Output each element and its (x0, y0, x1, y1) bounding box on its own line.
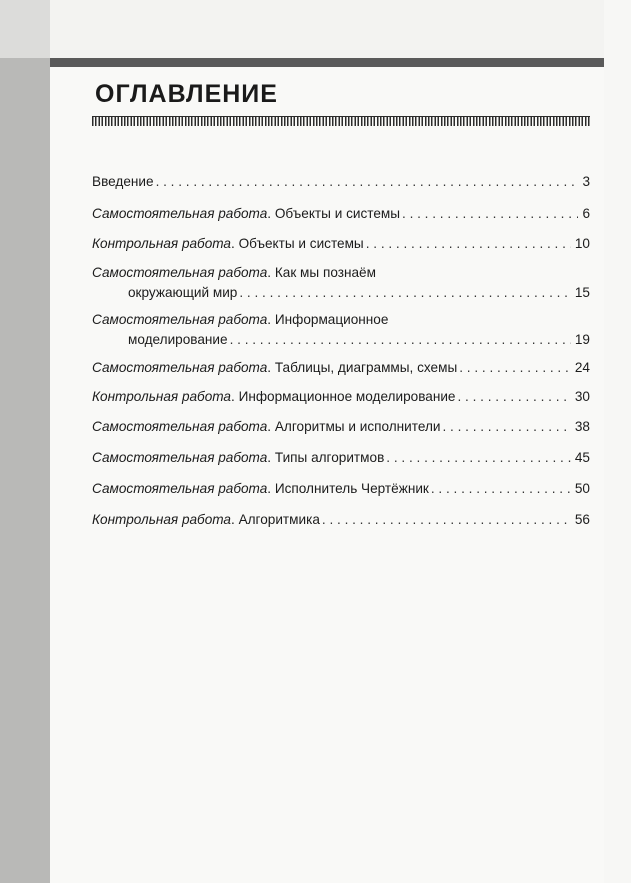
toc-entry-kind: Самостоятельная работа (92, 265, 268, 280)
toc-leader-dots (230, 330, 571, 350)
toc-entry-text: Алгоритмы и исполнители (274, 419, 441, 434)
toc-entry-text: Таблицы, диаграммы, схемы (274, 360, 458, 375)
right-page-edge (604, 0, 631, 883)
toc-entry[interactable] (92, 172, 590, 192)
toc-entry-text: Объекты и системы (274, 206, 401, 221)
toc-page-number: 15 (574, 285, 590, 300)
toc-entry[interactable]: Самостоятельная работа . Алгоритмы и исполнители . . . 38 (92, 417, 590, 437)
toc-page-number: 56 (574, 512, 590, 527)
toc-page-number: 24 (574, 360, 590, 375)
toc-entry-kind: Самостоятельная работа (92, 312, 268, 327)
toc-entry-text: Информационное моделирование (238, 389, 456, 404)
toc-leader-dots (431, 479, 571, 499)
toc-entry[interactable]: Самостоятельная работа . Как мы познаём окружающий мир . . . 15 (92, 263, 590, 303)
toc-page-number: 50 (574, 481, 590, 496)
toc-page-number: 10 (574, 236, 590, 251)
toc-entry-text: Исполнитель Чертёжник (274, 481, 429, 496)
toc-page-number: 38 (574, 419, 590, 434)
toc-entry[interactable]: Самостоятельная работа . Таблицы, диаграммы, схемы . . . 24 (92, 358, 590, 378)
toc-entry-text: Как мы познаём (274, 265, 376, 280)
toc-leader-dots (156, 172, 579, 192)
toc-entry-kind: Контрольная работа (92, 512, 231, 527)
toc-entry[interactable]: Самостоятельная работа . Исполнитель Чертёжник . . . 50 (92, 479, 590, 499)
toc-page-number: 30 (574, 389, 590, 404)
toc-entry[interactable]: Самостоятельная работа . Типы алгоритмов . . . 45 (92, 448, 590, 468)
toc-entry[interactable]: Контрольная работа . Объекты и системы . . . 10 (92, 234, 590, 254)
toc-entry-kind: Самостоятельная работа (92, 206, 268, 221)
toc-entry-text: Типы алгоритмов (274, 450, 385, 465)
toc-page-number: 6 (582, 206, 590, 221)
toc-leader-dots (386, 448, 571, 468)
toc-leader-dots (458, 387, 571, 407)
toc-leader-dots (402, 204, 578, 224)
header-bar (50, 58, 604, 67)
toc-entry-kind: Самостоятельная работа (92, 450, 268, 465)
toc-entry[interactable]: Самостоятельная работа . Информационное моделирование . . . 19 (92, 310, 590, 350)
toc-entry-text: Введение (92, 174, 154, 189)
title-underline (92, 116, 590, 126)
toc-entry[interactable]: Контрольная работа . Алгоритмика . . . 56 (92, 510, 590, 530)
toc-entry-kind: Самостоятельная работа (92, 419, 268, 434)
toc-entry-kind: Контрольная работа (92, 389, 231, 404)
toc-entry[interactable]: Контрольная работа . Информационное моделирование . . . 30 (92, 387, 590, 407)
toc-page-number: 3 (582, 174, 590, 189)
toc-entry-kind: Контрольная работа (92, 236, 231, 251)
toc-entry-text-continued: окружающий мир (128, 285, 238, 300)
toc-leader-dots (239, 283, 571, 303)
page-title: ОГЛАВЛЕНИЕ (95, 80, 278, 108)
toc-leader-dots (442, 417, 570, 437)
toc-entry[interactable]: Самостоятельная работа . Объекты и системы . . . 6 (92, 204, 590, 224)
toc-entry-text: Информационное (274, 312, 389, 327)
toc-page-number: 45 (574, 450, 590, 465)
toc-entry-text: Объекты и системы (238, 236, 364, 251)
toc-leader-dots (366, 234, 571, 254)
toc-leader-dots (322, 510, 571, 530)
toc-entry-text-continued: моделирование (128, 332, 228, 347)
toc-entry-kind: Самостоятельная работа (92, 481, 268, 496)
left-page-edge-top (0, 0, 50, 58)
toc-page-number: 19 (574, 332, 590, 347)
toc-entry-kind: Самостоятельная работа (92, 360, 268, 375)
toc-entry-text: Алгоритмика (238, 512, 320, 527)
toc-leader-dots (459, 358, 571, 378)
left-page-edge (0, 0, 50, 883)
